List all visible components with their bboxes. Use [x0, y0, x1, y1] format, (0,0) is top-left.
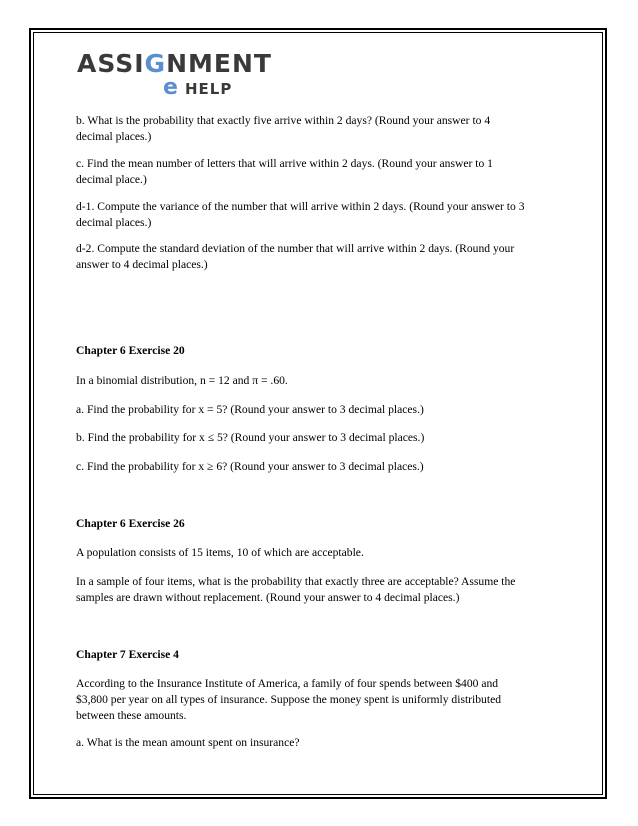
question-d2-line2: answer to 4 decimal places.): [76, 258, 208, 271]
question-d1-line2: decimal places.): [76, 216, 152, 229]
question-c-line1: c. Find the mean number of letters that will arrive within 2 days. (Round your answer to 1: [76, 157, 493, 170]
logo-help-text: HELP: [185, 80, 233, 98]
section-heading-ch6e20: Chapter 6 Exercise 20: [76, 344, 185, 357]
ch7e4-paragraph-line1: According to the Insurance Institute of America, a family of four spends between $400 and: [76, 677, 499, 690]
ch6e26-question-line2: samples are drawn without replacement. (Round your answer to 4 decimal places.): [76, 591, 460, 604]
ch7e4-paragraph-line2: $3,800 per year on all types of insurance. Suppose the money spent is uniformly distributed: [76, 693, 502, 706]
ch7e4-question-a: a. What is the mean amount spent on insurance?: [76, 736, 300, 749]
ch6e20-question-c: c. Find the probability for x ≥ 6? (Round your answer to 3 decimal places.): [76, 460, 424, 473]
section-heading-ch6e26: Chapter 6 Exercise 26: [76, 517, 185, 530]
logo-e-letter: e: [163, 75, 178, 100]
assignment-help-logo: [77, 50, 307, 104]
question-b-line1: b. What is the probability that exactly five arrive within 2 days? (Round your answer to 4: [76, 114, 491, 127]
question-d1-line1: d-1. Compute the variance of the number that will arrive within 2 days. (Round your answer to 3: [76, 200, 525, 213]
ch6e20-intro: In a binomial distribution, n = 12 and π = .60.: [76, 374, 288, 387]
ch7e4-paragraph-line3: between these amounts.: [76, 709, 187, 722]
question-d2-line1: d-2. Compute the standard deviation of the number that will arrive within 2 days. (Round your: [76, 242, 515, 255]
ch6e20-question-a: a. Find the probability for x = 5? (Round your answer to 3 decimal places.): [76, 403, 424, 416]
question-b-line2: decimal places.): [76, 130, 152, 143]
ch6e20-question-b: b. Find the probability for x ≤ 5? (Round your answer to 3 decimal places.): [76, 431, 425, 444]
logo-wordmark: ASSIGNMENT: [77, 49, 272, 78]
question-c-line2: decimal place.): [76, 173, 147, 186]
section-heading-ch7e4: Chapter 7 Exercise 4: [76, 648, 179, 661]
ch6e26-intro: A population consists of 15 items, 10 of which are acceptable.: [76, 546, 364, 559]
ch6e26-question-line1: In a sample of four items, what is the probability that exactly three are acceptable? Assume the: [76, 575, 516, 588]
